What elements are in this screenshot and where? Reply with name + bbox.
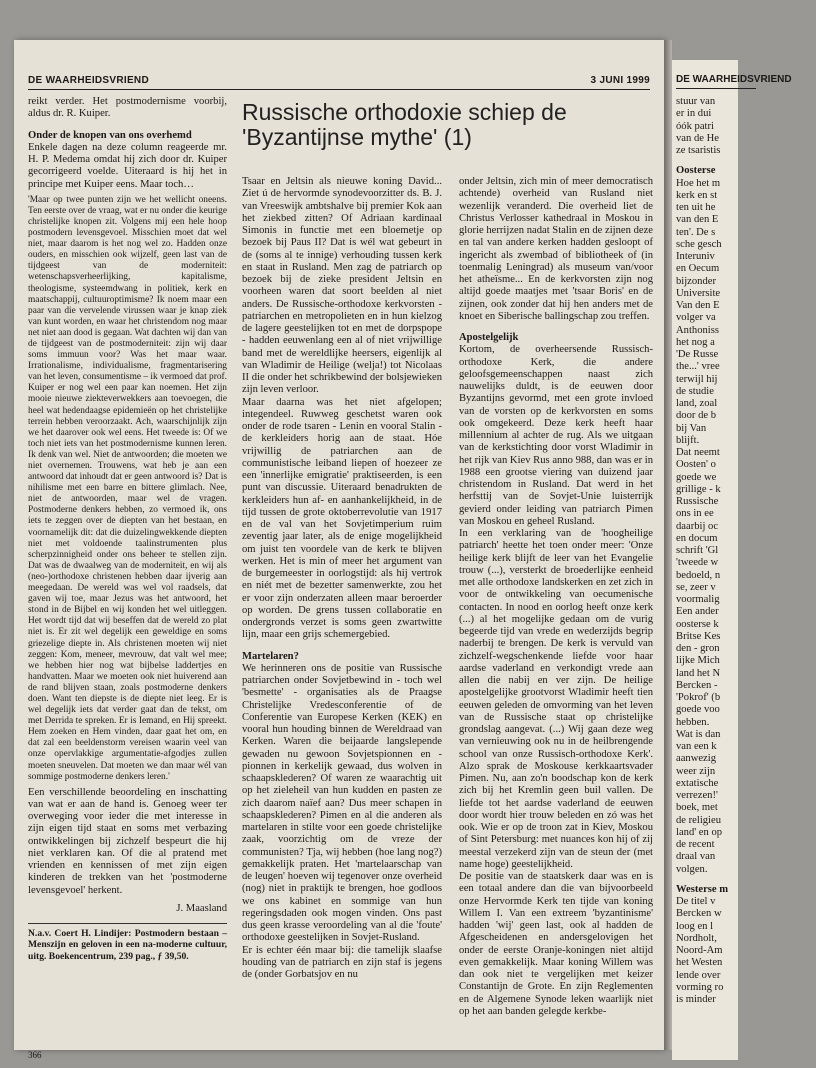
header-rule (28, 89, 650, 90)
fragment-line: blijft. (676, 434, 700, 446)
fragment-line: Wat is dan (676, 728, 721, 740)
fragment-line: goede voo (676, 704, 720, 716)
column-intro: reikt verder. Het postmodernisme voorbij, aldus dr. R. Kuiper. (28, 96, 227, 120)
fragment-line: Dat neemt (676, 447, 720, 458)
fragment-line: Anthoniss (676, 324, 719, 336)
fragment-line: se, zeer v (676, 581, 716, 593)
fragment-line: 'tweede w (676, 557, 719, 569)
fragment-line: Van den E (676, 300, 720, 311)
author-signature: J. Maasland (176, 902, 227, 914)
fragment-line: Interuniv (676, 251, 715, 262)
article-paragraph: onder Jeltsin, zich min of meer democratisch achtende) overheid van Rusland niet wezenlijk veranderd. Die overheid liet de Christus Verlosser kathedraal in Moskou in glorie herrijzen nadat Stalin en de zijnen deze en tal van andere kerken hadden gesloopt of ingericht als zwembad of bibliotheek of (in toenmalig Leningrad) als museum van/voor het atheïsme... En de kerkvorsten zijn nog altijd goede maatjes met 'tsaar Boris' en de zijnen, ook zonder dat hij hen anders met de knoet en Siberische ballingschap zou treffen. (459, 176, 653, 322)
fragment-line: extatische (676, 777, 719, 789)
newspaper-name: DE WAARHEIDSVRIEND (28, 75, 149, 86)
next-page-edge (672, 60, 792, 1060)
fragment-line: en Oecum (676, 263, 720, 275)
fragment-line: lende over (676, 969, 721, 981)
column-paragraph: Een verschillende beoordeling en inschatting van wat er aan de hand is. Genoeg weer ter overweging voor ieder die met interesse in zijn eigen tijd staat en soms met verbazing ontwikkelingen bij zichzelf bespeurt die hij niet verklaren kan. Of die al pratend met vrienden en kennissen of met zijn eigen kinderen de trekken van het 'postmoderne levensgevoel' herkent. (28, 786, 227, 896)
fragment-line: Bercken w (676, 908, 722, 920)
article-paragraph: Tsaar en Jeltsin als nieuwe koning David... Ziet ú de hervormde synodevoorzitter ds. B. J. van Vreeswijk ambtshalve bij premier Kok aan het ziekbed zitten? Of Adriaan kardinaal Simonis in functie met een bloemetje op bezoek bij Paus II? Dat is wél wat gebeurt in de (soms al te innige) verhouding tussen kerk en staat in Rusland. Men zag de patriarch op bezoek bij de zieke president Jeltsin en voorheen waren dat soort beelden al niet anders. De Russische-orthodoxe kerkvorsten - patriarchen en metropolieten en in hun kielzog de lagere geestelijken tot en met de dorpspope - hadden eeuwenlang een al of niet vrijwillige band met de wereldlijke heersers, eigenlijk al van Wladimir de Heilige (welja!) tot Nicolaas II die onder het schrikbewind der bolsjewieken zijn leven verloor. (242, 176, 442, 396)
fragment-line: Britse Kes (676, 630, 721, 642)
fragment-line: land het N (676, 667, 721, 679)
fragment-line: the...' vree (676, 361, 720, 373)
fragment-line: boek, met (676, 802, 718, 814)
fragment-line: kerk en st (676, 189, 718, 201)
next-page-column (676, 96, 816, 1006)
fragment-line: land' en op (676, 826, 723, 838)
column-left (28, 96, 227, 962)
page-number: 366 (28, 1050, 42, 1060)
article-paragraph: We herinneren ons de positie van Russische patriarchen onder Sovjetbewind in - toch wel 'besmette' - organisaties als de Praagse Christelijke Vredesconferentie of de Conferentie van Europese Kerken (KEK) en vooral hun houding binnen de Wereldraad van Kerken. Waren die beijaarde langslepende gewaden nu gewoon Sovjetspionnen en -pionnen in kerkelijk gewaad, dus wolven in schaapsklederen? Of waren ze waarachtig uit op het zieleheil van hun kudden en pasten ze zich daarom naïef aan? Dus meer schapen in schaapsklederen? Pimen en al die anderen als martelaren in stilte voor een goede christelijke zaak, voorzichtig om de vreze der communisten? Tja, wij hebben (hoe lang nog?) gemakkelijk praten. Het 'martelaarschap van de leugen' hoeven wij tegenover onze overheid (nog) niet in praktijk te brengen, hoe godloos we ons kabinet en sommige van hun regeringsdaden ook mogen vinden. Ons past dus geen krasse veroordeling van al die 'foute' orthodoxe geestelijken in Sovjet-Rusland. (242, 662, 442, 944)
fragment-line: is minder (676, 994, 716, 1005)
book-spine (664, 40, 672, 1050)
fragment-line: De titel v (676, 896, 716, 907)
section-heading: Onder de knopen van ons overhemd (28, 129, 192, 141)
column-right (459, 176, 653, 1018)
article-paragraph: De positie van de staatskerk daar was en is een totaal andere dan die van bijvoorbeeld onze Hervormde Kerk ten tijde van koning Willem I. Van een extreem 'byzantinisme' hadden 'wij' geen last, ook al hadden de Afgescheidenen en andersgelovigen het onder de eerste Oranje-koningen niet altijd even gemakkelijk. Maar koning Willem was dan ook niet te vergelijken met keizer Constantijn de Grote. En zijn Reglementen en de Algemene Synode leken waarlijk niet op het aan banden gelegde kerkbe- (459, 871, 653, 1017)
fragment-line: hebben. (676, 716, 710, 728)
article-paragraph: Maar daarna was het niet afgelopen; integendeel. Ruwweg geschetst waren ook onder de rode tsaren - Lenin en vooral Stalin - de kerkleiders horig aan de staat. Hóe vrijwillig de patriarchen aan de communistische leiband liepen of hoezeer ze een 'innerlijke emigratie' praktiseerden, is een punt van discussie. Uiteraard benadrukten de kerkleiders hun af- en aanhankelijkheid, in de tijd tussen de grote oktoberrevolutie van 1917 en de val van het Sovjetimperium ruim zeventig jaar later, als de enige mogelijkheid om juist ten voordele van de kerk te blijven werken. Het is min of meer het argument van de burgemeester in oorlogstijd: als hij vertrok en niét met de bezetter samenwerkte, zou het er voor zijn onderzaten alleen maar beroerder op worden. De grens tussen collaboratie en ondergronds verzet is soms geen zwartwitte lijn, maar een grijs schemergebied. (242, 396, 442, 641)
fragment-line: volger va (676, 312, 716, 324)
article-paragraph: Er is echter één maar bij: die tamelijk slaafse houding van de patriarch en zijn staf is jegens de (onder Gorbatsjov en nu (242, 944, 442, 980)
fragment-line: van de He (676, 132, 719, 144)
section-heading: Apostelgelijk (459, 332, 519, 343)
fragment-line: 'Pokrof' (b (676, 692, 721, 703)
fragment-line: Russische (676, 496, 719, 507)
fragment-line: Bercken - (676, 679, 718, 691)
article-paragraph: Kortom, de overheersende Russisch-orthodoxe Kerk, die andere geloofsgemeenschappen naast zich nauwelijks duldt, is de eeuwen door Byzantijns gevormd, met een grote invloed van de vorsten op de kerkvorsten en soms ook omgekeerd. Deze kerk heeft haar millennium al achter de rug. Als we uitgaan van de kerkstichting door vorst Wladimir in het rijk van Kiev Rus anno 988, dan was er in 1988 een grootse viering van duizend jaar christendom in Rusland. Dat werd in het herfsttij van de Sovjet-Unie luisterrijk gevierd onder leiding van patriarch Pimen van Moskou en geheel Rusland. (459, 344, 653, 527)
fragment-line: daarbij oc (676, 520, 719, 532)
fragment-line: weer zijn (676, 765, 716, 777)
fragment-line: er in dui (676, 108, 712, 120)
fragment-line: lijke Mich (676, 655, 720, 667)
column-paragraph: Enkele dagen na deze column reageerde mr. H. P. Medema omdat hij zich door dr. Kuiper gecorrigeerd voelde. Uiteraard is hij het in principe met Kuiper eens. Maar toch… (28, 141, 227, 190)
fragment-line: bedoeld, n (676, 569, 721, 581)
fragment-line: Universite (676, 287, 721, 299)
fragment-line: ons in ee (676, 508, 714, 520)
fragment-line: schrift 'Gl (676, 545, 719, 556)
fragment-line: bij Van (676, 422, 707, 434)
fragment-line: grillige - k (676, 483, 721, 495)
fragment-line: Oosten' o (676, 459, 716, 471)
fragment-line: aanwezig (676, 753, 716, 765)
fragment-line: goede we (676, 471, 717, 483)
fragment-line: 'De Russe (676, 349, 719, 360)
fragment-line: óók patri (676, 120, 714, 132)
fragment-line: land, zoal (676, 398, 718, 409)
divider (28, 923, 227, 924)
quoted-letter: 'Maar op twee punten zijn we het wellicht oneens. Ten eerste over de vraag, wat er nu onder die keurige christelijke knopen zit. Volgens mij een hele hoop postmodern levensgevoel. Misschien moet dat wel niet, maar daarom is het nog wel zo. Hadden onze ouders, en misschien ook wijzelf, geen last van de tijdgeest van de moderniteit: wetenschapsverheerlijking, kapitalisme, theologisme, systeemdwang in politiek, kerk en maatschappij, cultuuroptimisme? Ik noem maar een paar van die vervelende virussen waar je knap ziek van kunt worden, en waar het christendom nog maar net niet aan dood is gegaan. Wat dachten wij dan van de tijdgeest van de postmoderniteit: zijn wij daar soms immuun voor? Was het maar waar. Irrationalisme, individualisme, fragmentarisering van het leven, consumentisme – ik vermoed dat prof. Kuiper er nog wel een paar kan noemen. Het zijn mooie nieuwe ziekteverwekkers aan toevoegen, die heel wat hedendaagse epidemieën op het christelijke terrein hebben veroorzaakt. Ach, waarschijnlijk zijn we het daarover ook wel eens. Het tweede is: Of we toch niet iets van het postmodernisme kunnen leren. Ik denk van wel. Niet de antwoorden; die moeten we niet overnemen. Trouwens, wat heb je aan een antwoord dat inhoudt dat er geen antwoord is? Dat is nihilisme met een barre en bittere glimlach. Nee, niet de antwoorden, maar wel de vragen. Postmoderne denkers hebben, zo vermoed ik, ons iets te zeggen over de diepten van het bestaan, en voornamelijk dit: dat die duizelingwekkende diepten niet met voldoende taalinstrumenten plus scherpzinnigheid onder ons beheer te stellen zijn. Dat was de dwaalweg van de moderniteit, en wij als (neo-)orthodoxe christenen hebben daar ijverig aan meegedaan. De wereld was wel vol raadsels, dat gaven wij toe, maar Jezus was het antwoord, het stond in de Bijbel en wij konden het wel uitleggen. Het wordt tijd dat wij beseffen dat de wereld zo plat niet is. Er zit wel degelijk een geweldige en soms griezelige diepte in. Als christenen moeten wij niet zeggen: Kom, meneer, mevrouw, dat valt wel mee; we hebben hier nog wat bijbelse laddertjes en handvatten. Maar we moeten ook niet huiverend aan de rand blijven staan, zoals postmoderne denkers doen. Want ten diepste is de diepte niet leeg. Er is wel degelijk iets dat verder gaat dan de tekst, om met Derrida te spreken. Er is Iemand, en Hij spreekt. Hem zoeken en Hem vinden, daar gaat het om, en dat zal een beeldenstorm vereisen waarin veel van onze opervlakkige argumentatie-afgodjes zullen moeten sneuvelen. Dat moeten we dan maar wél van sommige postmoderne denkers leren.' (28, 194, 227, 782)
fragment-line: voormalig (676, 594, 720, 605)
fragment-line: door de b (676, 410, 717, 422)
book-reference: N.a.v. Coert H. Lindijer: Postmodern bestaan – Menszijn en geloven in een na-moderne cultuur, uitg. Boekencentrum, 239 pag., ƒ 39,50. (28, 928, 227, 962)
fragment-line: van een k (676, 741, 717, 752)
fragment-line: ten uit he (676, 202, 716, 213)
fragment-line: oosterse k (676, 618, 719, 630)
fragment-heading: Westerse m (676, 883, 729, 895)
fragment-line: Noord-Am (676, 945, 723, 956)
page-sheet (14, 40, 664, 1060)
fragment-line: bijzonder (676, 275, 717, 287)
fragment-line: stuur van (676, 96, 716, 107)
fragment-line: verrezen!' (676, 790, 718, 801)
fragment-line: sche gesch (676, 238, 722, 250)
fragment-line: en docum (676, 532, 718, 544)
page-header (28, 75, 650, 86)
fragment-line: de studie (676, 385, 714, 397)
fragment-heading: Oosterse (676, 165, 716, 177)
article-paragraph: In een verklaring van de 'hoogheilige patriarch' heette het toen onder meer: 'Onze heilige kerk blijft de leer van het Evangelie trouw (...), versterkt de broederlijke eenheid met alle orthodoxe landskerken en zet zich in voor de ontwikkeling van oecumenische contacten. In nood en oorlog heeft onze kerk (...) al het mogelijke gedaan om de vurig begeerde tijd van vrede en wederzijds begrip naderbij te brengen. De kerk is vervuld van zichzelf-wegschenkende liefde voor haar aardse vaderland en verkondigt vrede aan allen die nabij en ver zijn. De heilige apostelgelijke grootvorst Wladimir heeft tien eeuwen geleden de omvorming van het leven van de Russische staat op christelijke grondslag aangevat. (...) Wij gaan deze weg van vernieuwing ook nu in de heilbrengende school van onze Russisch-orthodoxe Kerk'. Alzo sprak de Moskouse kerkkaartsvader Pimen. Nu, aan zo'n boodschap kon de kerk zich bij het Kremlin geen buil vallen. De liefde tot het aardse vaderland de eeuwen door wordt hier trouw beleden en zó was het ook. Wie er op de troon zat in Kiev, Moskou of Sint Petersburg: met nuances kon hij of zij meestal verzekerd zijn van de steun der (met name hoge) geestelijkheid. (459, 528, 653, 870)
fragment-line: van den E (676, 214, 719, 226)
issue-date: 3 JUNI 1999 (590, 75, 650, 86)
fragment-line: draal van (676, 851, 716, 863)
header-rule (676, 88, 756, 89)
fragment-line: de religieu (676, 814, 722, 826)
article-title: Russische orthodoxie schiep de 'Byzantijnse mythe' (1) (242, 99, 567, 150)
fragment-line: vorming ro (676, 981, 724, 993)
fragment-line: ze tsaristis (676, 145, 721, 156)
fragment-line: Nordholt, (676, 932, 717, 944)
fragment-line: terwijl hij (676, 373, 718, 385)
fragment-line: volgen. (676, 863, 708, 875)
fragment-line: de recent (676, 839, 715, 850)
fragment-line: Hoe het m (676, 177, 721, 189)
fragment-line: Een ander (676, 606, 719, 618)
column-middle (242, 176, 442, 981)
section-heading: Martelaren? (242, 650, 299, 662)
fragment-line: loog en l (676, 920, 714, 932)
fragment-line: het Westen (676, 957, 723, 969)
next-page-header: DE WAARHEIDSVRIEND (676, 74, 792, 85)
fragment-line: den - gron (676, 643, 720, 654)
fragment-line: het nog a (676, 336, 715, 348)
fragment-line: ten'. De s (676, 226, 716, 238)
